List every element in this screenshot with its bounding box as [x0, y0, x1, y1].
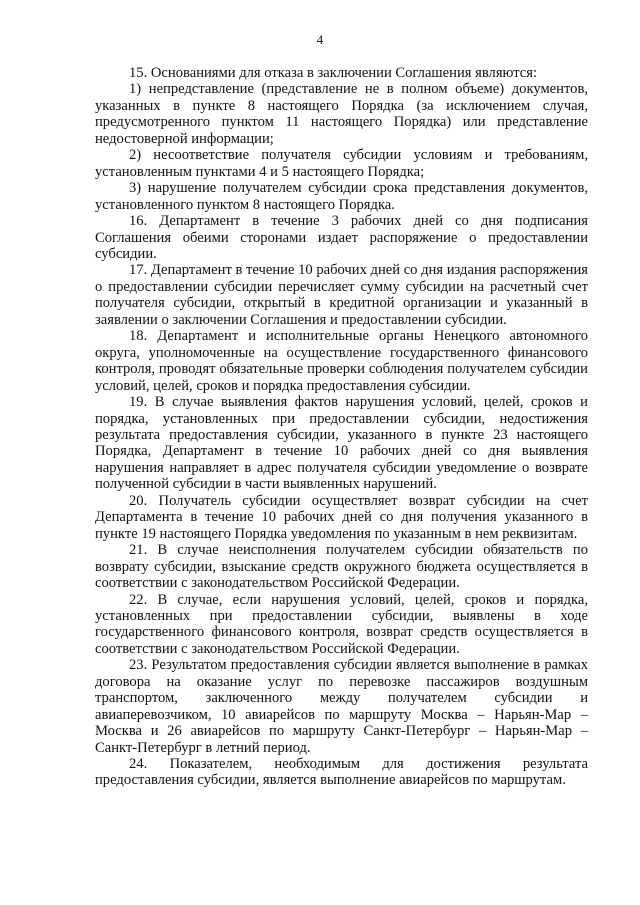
- paragraph-19: 19. В случае выявления фактов нарушения условий, целей, сроков и порядка, установленных при предоставлении субсидии, недостижения результата предоставления субсидии, указанного в пункте 23 настоящего Порядка, Департамент в течение 10 рабочих дней со дня выявления нарушения направляет в адрес получателя субсидии уведомление о возврате полученной субсидии в части выявленных нарушений.: [95, 394, 588, 493]
- paragraph-18: 18. Департамент и исполнительные органы Ненецкого автономного округа, уполномоченные на осуществление государственного финансового контроля, проводят обязательные проверки соблюдения получателем субсидии условий, целей, сроков и порядка предоставления субсидии.: [95, 328, 588, 394]
- paragraph-16: 16. Департамент в течение 3 рабочих дней со дня подписания Соглашения обеими сторонами издает распоряжение о предоставлении субсидии.: [95, 213, 588, 262]
- paragraph-15-item-3: 3) нарушение получателем субсидии срока представления документов, установленного пунктом 8 настоящего Порядка.: [95, 180, 588, 213]
- paragraph-15-item-1: 1) непредставление (представление не в полном объеме) документов, указанных в пункте 8 настоящего Порядка (за исключением случая, предусмотренного пунктом 11 настоящего Порядка) или представление недостоверной информации;: [95, 81, 588, 147]
- paragraph-15: 15. Основаниями для отказа в заключении Соглашения являются:: [129, 65, 538, 81]
- paragraph-20: 20. Получатель субсидии осуществляет возврат субсидии на счет Департамента в течение 10 рабочих дней со дня получения указанного в пункте 19 настоящего Порядка уведомления по указанным в нем реквизитам.: [95, 492, 588, 542]
- paragraph-21: 21. В случае неисполнения получателем субсидии обязательств по возврату субсидии, взыскание средств окружного бюджета осуществляется в соответствии с законодательством Российской Федерации.: [95, 542, 588, 592]
- paragraph-15-item-2: 2) несоответствие получателя субсидии условиям и требованиям, установленным пунктами 4 и 5 настоящего Порядка;: [95, 147, 588, 180]
- paragraph-22: 22. В случае, если нарушения условий, целей, сроков и порядка, установленных при предоставлении субсидии, выявлены в ходе государственного финансового контроля, возврат средств осуществляется в соответствии с законодательством Российской Федерации.: [95, 591, 588, 657]
- document-body: [95, 65, 588, 789]
- paragraph-23: 23. Результатом предоставления субсидии является выполнение в рамках договора на оказание услуг по перевозке пассажиров воздушным транспортом, заключенного между получателем субсидии и авиаперевозчиком, 10 авиарейсов по маршруту Москва – Нарьян-Мар – Москва и 26 авиарейсов по маршруту Санкт-Петербург – Нарьян-Мар – Санкт-Петербург в летний период.: [95, 657, 588, 756]
- paragraph-24: 24. Показателем, необходимым для достижения результата предоставления субсидии, является выполнение авиарейсов по маршрутам.: [95, 756, 588, 789]
- paragraph-17: 17. Департамент в течение 10 рабочих дней со дня издания распоряжения о предоставлении субсидии перечисляет сумму субсидии на расчетный счет получателя субсидии, открытый в кредитной организации и указанный в заявлении о заключении Соглашения и предоставлении субсидии.: [95, 262, 588, 328]
- page-number: 4: [316, 32, 324, 47]
